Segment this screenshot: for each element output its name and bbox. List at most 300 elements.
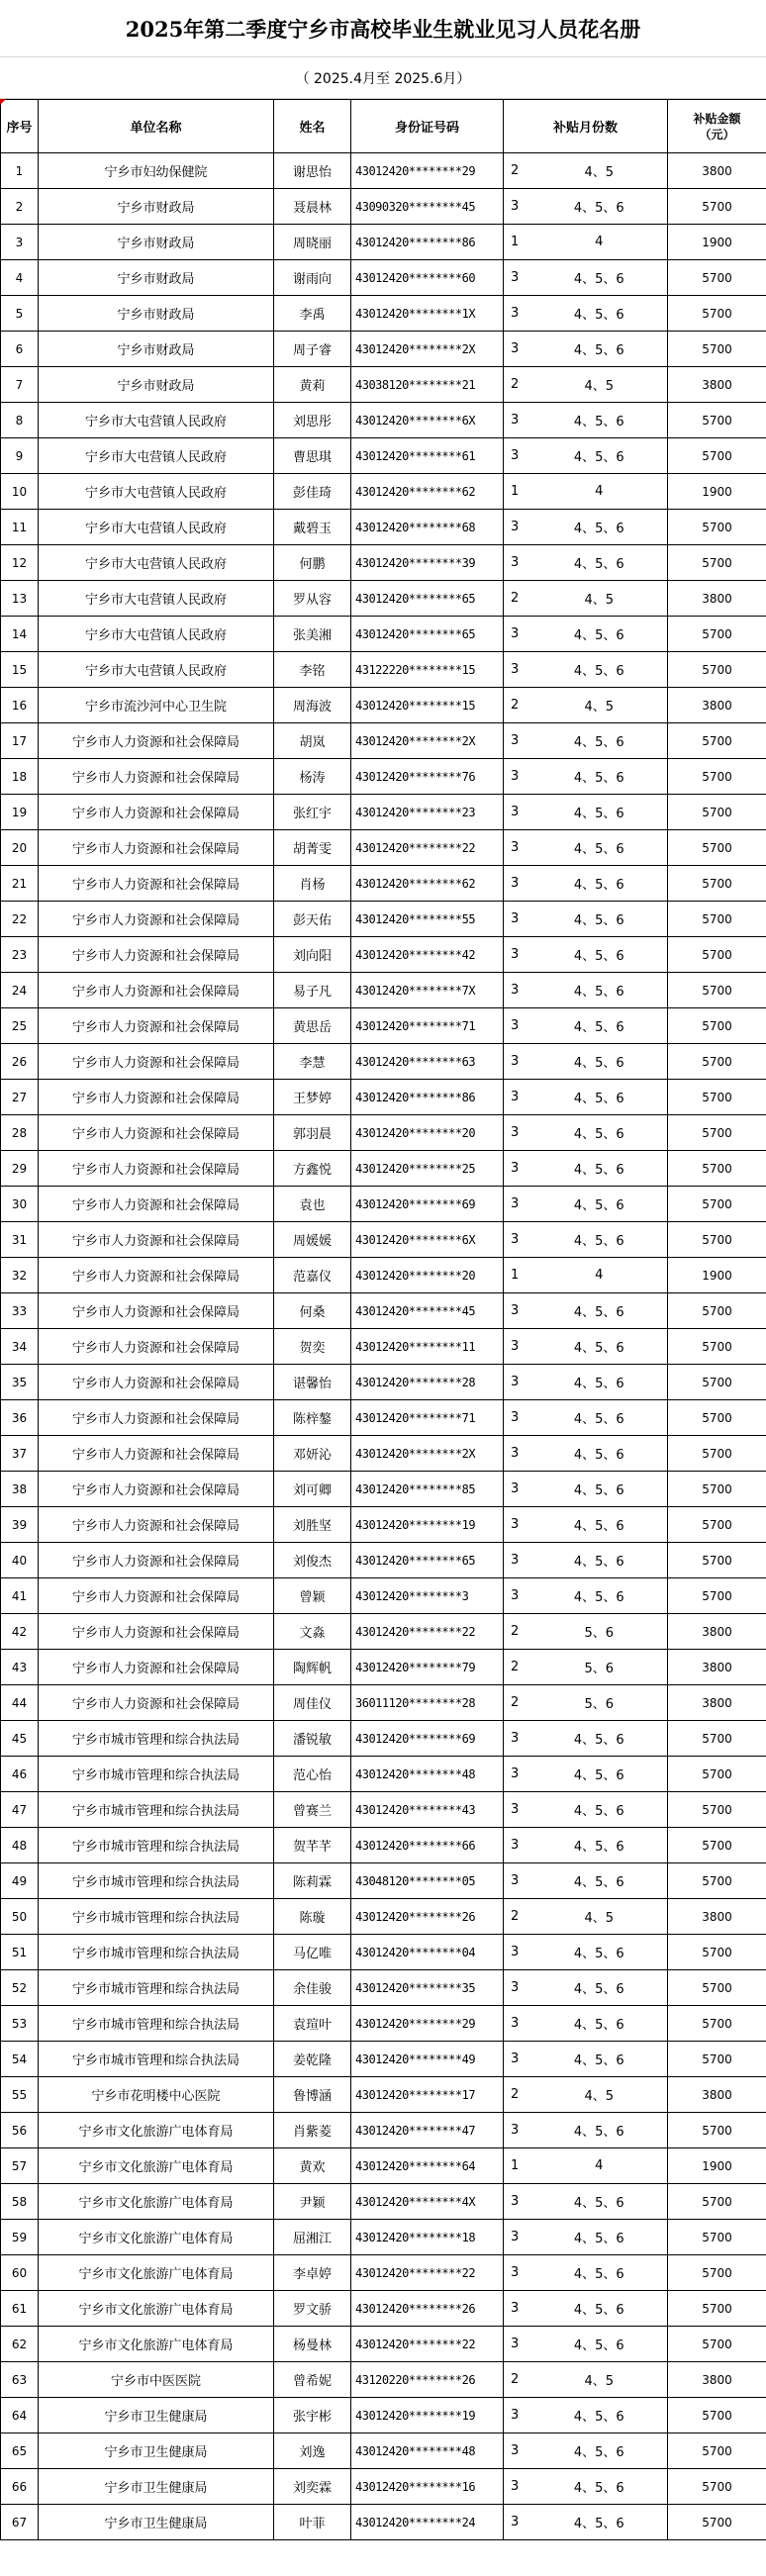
- cell-months: 4、5、6: [531, 652, 668, 688]
- cell-amount: 5700: [668, 2113, 766, 2148]
- cell-seq: 7: [1, 367, 39, 403]
- table-row: [1, 1008, 766, 1044]
- cell-month-count: 2: [504, 1614, 531, 1650]
- cell-months: 4、5、6: [531, 1400, 668, 1436]
- cell-month-count: 3: [504, 866, 531, 902]
- roster-table: [0, 99, 766, 2540]
- cell-seq: 42: [1, 1614, 39, 1650]
- cell-name: 方鑫悦: [274, 1151, 351, 1187]
- cell-seq: 25: [1, 1008, 39, 1044]
- table-row: [1, 759, 766, 795]
- cell-seq: 35: [1, 1365, 39, 1400]
- table-row: [1, 1080, 766, 1115]
- cell-month-count: 3: [504, 1151, 531, 1187]
- cell-month-count: 3: [504, 2220, 531, 2255]
- cell-seq: 16: [1, 688, 39, 723]
- cell-id: 43012420********47: [351, 2113, 504, 2148]
- cell-seq: 36: [1, 1400, 39, 1436]
- cell-seq: 49: [1, 1863, 39, 1899]
- cell-months: 4、5: [531, 2362, 668, 2398]
- cell-unit: 宁乡市城市管理和综合执法局: [39, 2006, 274, 2042]
- cell-id: 43012420********64: [351, 2148, 504, 2184]
- cell-unit: 宁乡市大屯营镇人民政府: [39, 438, 274, 474]
- header-row: [1, 100, 766, 153]
- cell-unit: 宁乡市文化旅游广电体育局: [39, 2291, 274, 2327]
- cell-unit: 宁乡市财政局: [39, 296, 274, 332]
- cell-name: 刘奕霖: [274, 2469, 351, 2505]
- cell-unit: 宁乡市人力资源和社会保障局: [39, 866, 274, 902]
- cell-amount: 3800: [668, 581, 766, 617]
- cell-amount: 5700: [668, 1400, 766, 1436]
- cell-amount: 1900: [668, 2148, 766, 2184]
- cell-id: 43012420********63: [351, 1044, 504, 1080]
- cell-seq: 53: [1, 2006, 39, 2042]
- table-row: [1, 1507, 766, 1543]
- cell-id: 43012420********29: [351, 2006, 504, 2042]
- cell-name: 潘锐敏: [274, 1721, 351, 1757]
- cell-unit: 宁乡市城市管理和综合执法局: [39, 1970, 274, 2006]
- cell-month-count: 3: [504, 1080, 531, 1115]
- cell-unit: 宁乡市卫生健康局: [39, 2398, 274, 2433]
- cell-name: 周海波: [274, 688, 351, 723]
- cell-months: 4、5、6: [531, 296, 668, 332]
- cell-months: 4、5、6: [531, 403, 668, 438]
- cell-unit: 宁乡市文化旅游广电体育局: [39, 2255, 274, 2291]
- cell-seq: 24: [1, 973, 39, 1008]
- cell-months: 4、5、6: [531, 866, 668, 902]
- cell-amount: 5700: [668, 2505, 766, 2540]
- cell-months: 4、5: [531, 2077, 668, 2113]
- cell-unit: 宁乡市人力资源和社会保障局: [39, 1578, 274, 1614]
- cell-unit: 宁乡市人力资源和社会保障局: [39, 795, 274, 830]
- cell-month-count: 3: [504, 830, 531, 866]
- cell-seq: 31: [1, 1222, 39, 1258]
- cell-month-count: 1: [504, 225, 531, 260]
- cell-unit: 宁乡市城市管理和综合执法局: [39, 1721, 274, 1757]
- cell-name: 何鹏: [274, 545, 351, 581]
- cell-name: 王梦婷: [274, 1080, 351, 1115]
- cell-month-count: 3: [504, 1044, 531, 1080]
- cell-amount: 1900: [668, 225, 766, 260]
- cell-unit: 宁乡市城市管理和综合执法局: [39, 1863, 274, 1899]
- cell-id: 43012420********25: [351, 1151, 504, 1187]
- cell-unit: 宁乡市人力资源和社会保障局: [39, 1187, 274, 1222]
- cell-id: 43012420********48: [351, 2433, 504, 2469]
- cell-month-count: 3: [504, 1757, 531, 1792]
- cell-months: 5、6: [531, 1650, 668, 1685]
- cell-month-count: 3: [504, 723, 531, 759]
- cell-months: 4、5、6: [531, 2433, 668, 2469]
- cell-seq: 63: [1, 2362, 39, 2398]
- cell-id: 43012420********19: [351, 2398, 504, 2433]
- cell-seq: 46: [1, 1757, 39, 1792]
- cell-amount: 5700: [668, 1578, 766, 1614]
- cell-unit: 宁乡市城市管理和综合执法局: [39, 1935, 274, 1970]
- cell-amount: 5700: [668, 1436, 766, 1472]
- cell-amount: 5700: [668, 2184, 766, 2220]
- cell-name: 何桑: [274, 1293, 351, 1329]
- table-row: [1, 723, 766, 759]
- cell-unit: 宁乡市人力资源和社会保障局: [39, 1258, 274, 1293]
- cell-unit: 宁乡市财政局: [39, 332, 274, 367]
- cell-month-count: 3: [504, 2469, 531, 2505]
- cell-id: 43012420********42: [351, 937, 504, 973]
- cell-id: 43012420********3: [351, 1578, 504, 1614]
- cell-months: 4、5、6: [531, 1828, 668, 1863]
- cell-seq: 43: [1, 1650, 39, 1685]
- cell-unit: 宁乡市卫生健康局: [39, 2433, 274, 2469]
- cell-month-count: 3: [504, 617, 531, 652]
- cell-name: 屈湘江: [274, 2220, 351, 2255]
- cell-months: 4、5、6: [531, 1365, 668, 1400]
- cell-unit: 宁乡市人力资源和社会保障局: [39, 723, 274, 759]
- cell-amount: 5700: [668, 1187, 766, 1222]
- table-row: [1, 581, 766, 617]
- cell-months: 4、5、6: [531, 1757, 668, 1792]
- cell-unit: 宁乡市大屯营镇人民政府: [39, 545, 274, 581]
- header-months: 补贴月份数: [504, 100, 668, 153]
- cell-months: 4、5、6: [531, 1792, 668, 1828]
- cell-amount: 5700: [668, 1293, 766, 1329]
- table-row: [1, 617, 766, 652]
- cell-months: 4、5、6: [531, 795, 668, 830]
- cell-name: 李禹: [274, 296, 351, 332]
- cell-name: 易子凡: [274, 973, 351, 1008]
- cell-seq: 55: [1, 2077, 39, 2113]
- cell-seq: 40: [1, 1543, 39, 1578]
- table-row: [1, 1721, 766, 1757]
- table-row: [1, 973, 766, 1008]
- cell-unit: 宁乡市人力资源和社会保障局: [39, 759, 274, 795]
- table-row: [1, 153, 766, 189]
- table-row: [1, 1472, 766, 1507]
- cell-months: 4、5、6: [531, 1436, 668, 1472]
- cell-unit: 宁乡市人力资源和社会保障局: [39, 1614, 274, 1650]
- cell-name: 曾赛兰: [274, 1792, 351, 1828]
- cell-id: 43090320********45: [351, 189, 504, 225]
- cell-name: 罗从容: [274, 581, 351, 617]
- table-row: [1, 189, 766, 225]
- cell-id: 43048120********05: [351, 1863, 504, 1899]
- cell-months: 4、5、6: [531, 260, 668, 296]
- cell-seq: 59: [1, 2220, 39, 2255]
- cell-unit: 宁乡市文化旅游广电体育局: [39, 2327, 274, 2362]
- cell-month-count: 3: [504, 1507, 531, 1543]
- cell-amount: 3800: [668, 153, 766, 189]
- cell-seq: 57: [1, 2148, 39, 2184]
- header-amount-label: 补贴金额: [693, 111, 741, 126]
- cell-month-count: 3: [504, 189, 531, 225]
- cell-name: 李慧: [274, 1044, 351, 1080]
- cell-months: 4、5、6: [531, 1329, 668, 1365]
- cell-id: 43012420********23: [351, 795, 504, 830]
- cell-id: 43012420********20: [351, 1258, 504, 1293]
- cell-name: 张宇彬: [274, 2398, 351, 2433]
- cell-seq: 52: [1, 1970, 39, 2006]
- cell-amount: 5700: [668, 902, 766, 937]
- cell-month-count: 3: [504, 510, 531, 545]
- table-row: [1, 688, 766, 723]
- cell-unit: 宁乡市财政局: [39, 225, 274, 260]
- table-row: [1, 403, 766, 438]
- cell-month-count: 3: [504, 652, 531, 688]
- cell-seq: 38: [1, 1472, 39, 1507]
- cell-unit: 宁乡市大屯营镇人民政府: [39, 581, 274, 617]
- cell-months: 4、5、6: [531, 759, 668, 795]
- table-row: [1, 1935, 766, 1970]
- cell-month-count: 3: [504, 795, 531, 830]
- table-row: [1, 296, 766, 332]
- cell-name: 曾希妮: [274, 2362, 351, 2398]
- cell-unit: 宁乡市人力资源和社会保障局: [39, 973, 274, 1008]
- cell-amount: 5700: [668, 2398, 766, 2433]
- cell-name: 周晓丽: [274, 225, 351, 260]
- cell-name: 刘俊杰: [274, 1543, 351, 1578]
- cell-month-count: 3: [504, 1436, 531, 1472]
- cell-months: 4、5、6: [531, 2184, 668, 2220]
- cell-amount: 5700: [668, 1828, 766, 1863]
- cell-month-count: 2: [504, 1899, 531, 1935]
- table-row: [1, 2113, 766, 2148]
- cell-amount: 5700: [668, 617, 766, 652]
- cell-name: 周子睿: [274, 332, 351, 367]
- cell-amount: 5700: [668, 1792, 766, 1828]
- cell-month-count: 3: [504, 2433, 531, 2469]
- cell-amount: 5700: [668, 723, 766, 759]
- cell-seq: 15: [1, 652, 39, 688]
- cell-month-count: 3: [504, 1863, 531, 1899]
- cell-id: 43012420********26: [351, 1899, 504, 1935]
- cell-name: 彭天佑: [274, 902, 351, 937]
- cell-amount: 3800: [668, 2077, 766, 2113]
- cell-id: 43012420********39: [351, 545, 504, 581]
- cell-month-count: 3: [504, 973, 531, 1008]
- cell-seq: 18: [1, 759, 39, 795]
- cell-months: 4、5、6: [531, 2042, 668, 2077]
- cell-seq: 2: [1, 189, 39, 225]
- cell-unit: 宁乡市大屯营镇人民政府: [39, 652, 274, 688]
- table-row: [1, 1543, 766, 1578]
- cell-unit: 宁乡市文化旅游广电体育局: [39, 2113, 274, 2148]
- cell-id: 43012420********65: [351, 581, 504, 617]
- comment-indicator: [0, 99, 6, 105]
- cell-month-count: 3: [504, 260, 531, 296]
- cell-amount: 3800: [668, 367, 766, 403]
- table-row: [1, 225, 766, 260]
- table-row: [1, 1828, 766, 1863]
- document-period: （ 2025.4月至 2025.6月）: [0, 57, 766, 99]
- cell-months: 4、5: [531, 581, 668, 617]
- cell-id: 43012420********11: [351, 1329, 504, 1365]
- cell-id: 36011120********28: [351, 1685, 504, 1721]
- table-row: [1, 260, 766, 296]
- cell-id: 43012420********2X: [351, 723, 504, 759]
- cell-amount: 5700: [668, 1970, 766, 2006]
- cell-month-count: 2: [504, 688, 531, 723]
- cell-name: 郭羽晨: [274, 1115, 351, 1151]
- cell-name: 罗文骄: [274, 2291, 351, 2327]
- cell-months: 4: [531, 474, 668, 510]
- cell-seq: 13: [1, 581, 39, 617]
- cell-months: 4、5、6: [531, 2398, 668, 2433]
- cell-months: 4、5、6: [531, 2291, 668, 2327]
- cell-name: 贺奕: [274, 1329, 351, 1365]
- cell-unit: 宁乡市人力资源和社会保障局: [39, 1222, 274, 1258]
- cell-seq: 41: [1, 1578, 39, 1614]
- cell-seq: 54: [1, 2042, 39, 2077]
- cell-month-count: 3: [504, 1472, 531, 1507]
- cell-id: 43012420********60: [351, 260, 504, 296]
- cell-months: 4、5、6: [531, 617, 668, 652]
- cell-id: 43012420********2X: [351, 1436, 504, 1472]
- cell-seq: 29: [1, 1151, 39, 1187]
- cell-months: 4、5、6: [531, 1507, 668, 1543]
- cell-id: 43012420********62: [351, 866, 504, 902]
- cell-months: 4、5、6: [531, 1044, 668, 1080]
- cell-id: 43012420********86: [351, 225, 504, 260]
- cell-id: 43012420********65: [351, 617, 504, 652]
- cell-unit: 宁乡市城市管理和综合执法局: [39, 1792, 274, 1828]
- cell-unit: 宁乡市花明楼中心医院: [39, 2077, 274, 2113]
- cell-month-count: 3: [504, 2398, 531, 2433]
- cell-id: 43122220********15: [351, 652, 504, 688]
- cell-months: 4、5、6: [531, 545, 668, 581]
- cell-month-count: 3: [504, 1721, 531, 1757]
- cell-name: 陈莉霖: [274, 1863, 351, 1899]
- cell-seq: 5: [1, 296, 39, 332]
- cell-months: 4、5、6: [531, 902, 668, 937]
- cell-id: 43012420********26: [351, 2291, 504, 2327]
- roster-body: [1, 153, 766, 2540]
- cell-month-count: 3: [504, 2006, 531, 2042]
- cell-amount: 5700: [668, 759, 766, 795]
- table-row: [1, 1650, 766, 1685]
- cell-month-count: 2: [504, 367, 531, 403]
- cell-months: 4、5、6: [531, 973, 668, 1008]
- cell-seq: 22: [1, 902, 39, 937]
- cell-name: 胡菁雯: [274, 830, 351, 866]
- cell-seq: 37: [1, 1436, 39, 1472]
- cell-name: 袁瑄叶: [274, 2006, 351, 2042]
- cell-name: 黄莉: [274, 367, 351, 403]
- cell-unit: 宁乡市人力资源和社会保障局: [39, 1543, 274, 1578]
- cell-seq: 3: [1, 225, 39, 260]
- cell-id: 43012420********61: [351, 438, 504, 474]
- cell-name: 黄思岳: [274, 1008, 351, 1044]
- cell-months: 4、5、6: [531, 2505, 668, 2540]
- header-id: 身份证号码: [351, 100, 504, 153]
- cell-name: 余佳骏: [274, 1970, 351, 2006]
- cell-seq: 34: [1, 1329, 39, 1365]
- cell-amount: 5700: [668, 1543, 766, 1578]
- cell-month-count: 3: [504, 2255, 531, 2291]
- cell-unit: 宁乡市流沙河中心卫生院: [39, 688, 274, 723]
- cell-unit: 宁乡市大屯营镇人民政府: [39, 403, 274, 438]
- table-row: [1, 1151, 766, 1187]
- cell-month-count: 3: [504, 2327, 531, 2362]
- cell-name: 袁也: [274, 1187, 351, 1222]
- table-row: [1, 866, 766, 902]
- header-amount-unit: （元）: [699, 127, 735, 142]
- cell-name: 陈璇: [274, 1899, 351, 1935]
- cell-month-count: 1: [504, 2148, 531, 2184]
- cell-id: 43012420********15: [351, 688, 504, 723]
- table-row: [1, 2291, 766, 2327]
- cell-seq: 33: [1, 1293, 39, 1329]
- cell-seq: 65: [1, 2433, 39, 2469]
- cell-name: 陶辉帆: [274, 1650, 351, 1685]
- cell-id: 43012420********24: [351, 2505, 504, 2540]
- cell-unit: 宁乡市人力资源和社会保障局: [39, 1044, 274, 1080]
- cell-name: 刘胜坚: [274, 1507, 351, 1543]
- cell-id: 43012420********69: [351, 1721, 504, 1757]
- cell-amount: 5700: [668, 795, 766, 830]
- cell-months: 4、5、6: [531, 1151, 668, 1187]
- table-row: [1, 1258, 766, 1293]
- cell-name: 谢雨向: [274, 260, 351, 296]
- cell-amount: 5700: [668, 2042, 766, 2077]
- cell-amount: 5700: [668, 1365, 766, 1400]
- cell-unit: 宁乡市人力资源和社会保障局: [39, 1685, 274, 1721]
- cell-unit: 宁乡市城市管理和综合执法局: [39, 1899, 274, 1935]
- cell-amount: 5700: [668, 296, 766, 332]
- table-row: [1, 2469, 766, 2505]
- cell-unit: 宁乡市卫生健康局: [39, 2469, 274, 2505]
- table-row: [1, 1293, 766, 1329]
- cell-unit: 宁乡市文化旅游广电体育局: [39, 2148, 274, 2184]
- cell-amount: 5700: [668, 1008, 766, 1044]
- cell-month-count: 3: [504, 2291, 531, 2327]
- cell-name: 文淼: [274, 1614, 351, 1650]
- cell-months: 4、5、6: [531, 2220, 668, 2255]
- cell-amount: 5700: [668, 189, 766, 225]
- cell-amount: 5700: [668, 1757, 766, 1792]
- cell-seq: 61: [1, 2291, 39, 2327]
- table-row: [1, 1685, 766, 1721]
- cell-id: 43012420********6X: [351, 1222, 504, 1258]
- cell-unit: 宁乡市人力资源和社会保障局: [39, 1080, 274, 1115]
- cell-month-count: 2: [504, 1685, 531, 1721]
- header-unit: 单位名称: [39, 100, 274, 153]
- cell-name: 周佳仪: [274, 1685, 351, 1721]
- cell-unit: 宁乡市大屯营镇人民政府: [39, 617, 274, 652]
- cell-amount: 1900: [668, 474, 766, 510]
- cell-amount: 5700: [668, 2327, 766, 2362]
- cell-months: 4、5、6: [531, 2113, 668, 2148]
- cell-id: 43012420********68: [351, 510, 504, 545]
- cell-id: 43012420********85: [351, 1472, 504, 1507]
- table-row: [1, 830, 766, 866]
- cell-months: 4、5、6: [531, 1721, 668, 1757]
- table-row: [1, 2362, 766, 2398]
- cell-unit: 宁乡市卫生健康局: [39, 2505, 274, 2540]
- cell-amount: 5700: [668, 1329, 766, 1365]
- cell-name: 姜乾隆: [274, 2042, 351, 2077]
- cell-id: 43012420********65: [351, 1543, 504, 1578]
- cell-amount: 5700: [668, 866, 766, 902]
- cell-unit: 宁乡市人力资源和社会保障局: [39, 1329, 274, 1365]
- cell-months: 4、5: [531, 153, 668, 189]
- cell-id: 43012420********22: [351, 830, 504, 866]
- cell-amount: 5700: [668, 2006, 766, 2042]
- cell-unit: 宁乡市财政局: [39, 367, 274, 403]
- table-row: [1, 1899, 766, 1935]
- cell-month-count: 3: [504, 545, 531, 581]
- cell-month-count: 3: [504, 296, 531, 332]
- header-name: 姓名: [274, 100, 351, 153]
- cell-unit: 宁乡市人力资源和社会保障局: [39, 1507, 274, 1543]
- cell-id: 43012420********7X: [351, 973, 504, 1008]
